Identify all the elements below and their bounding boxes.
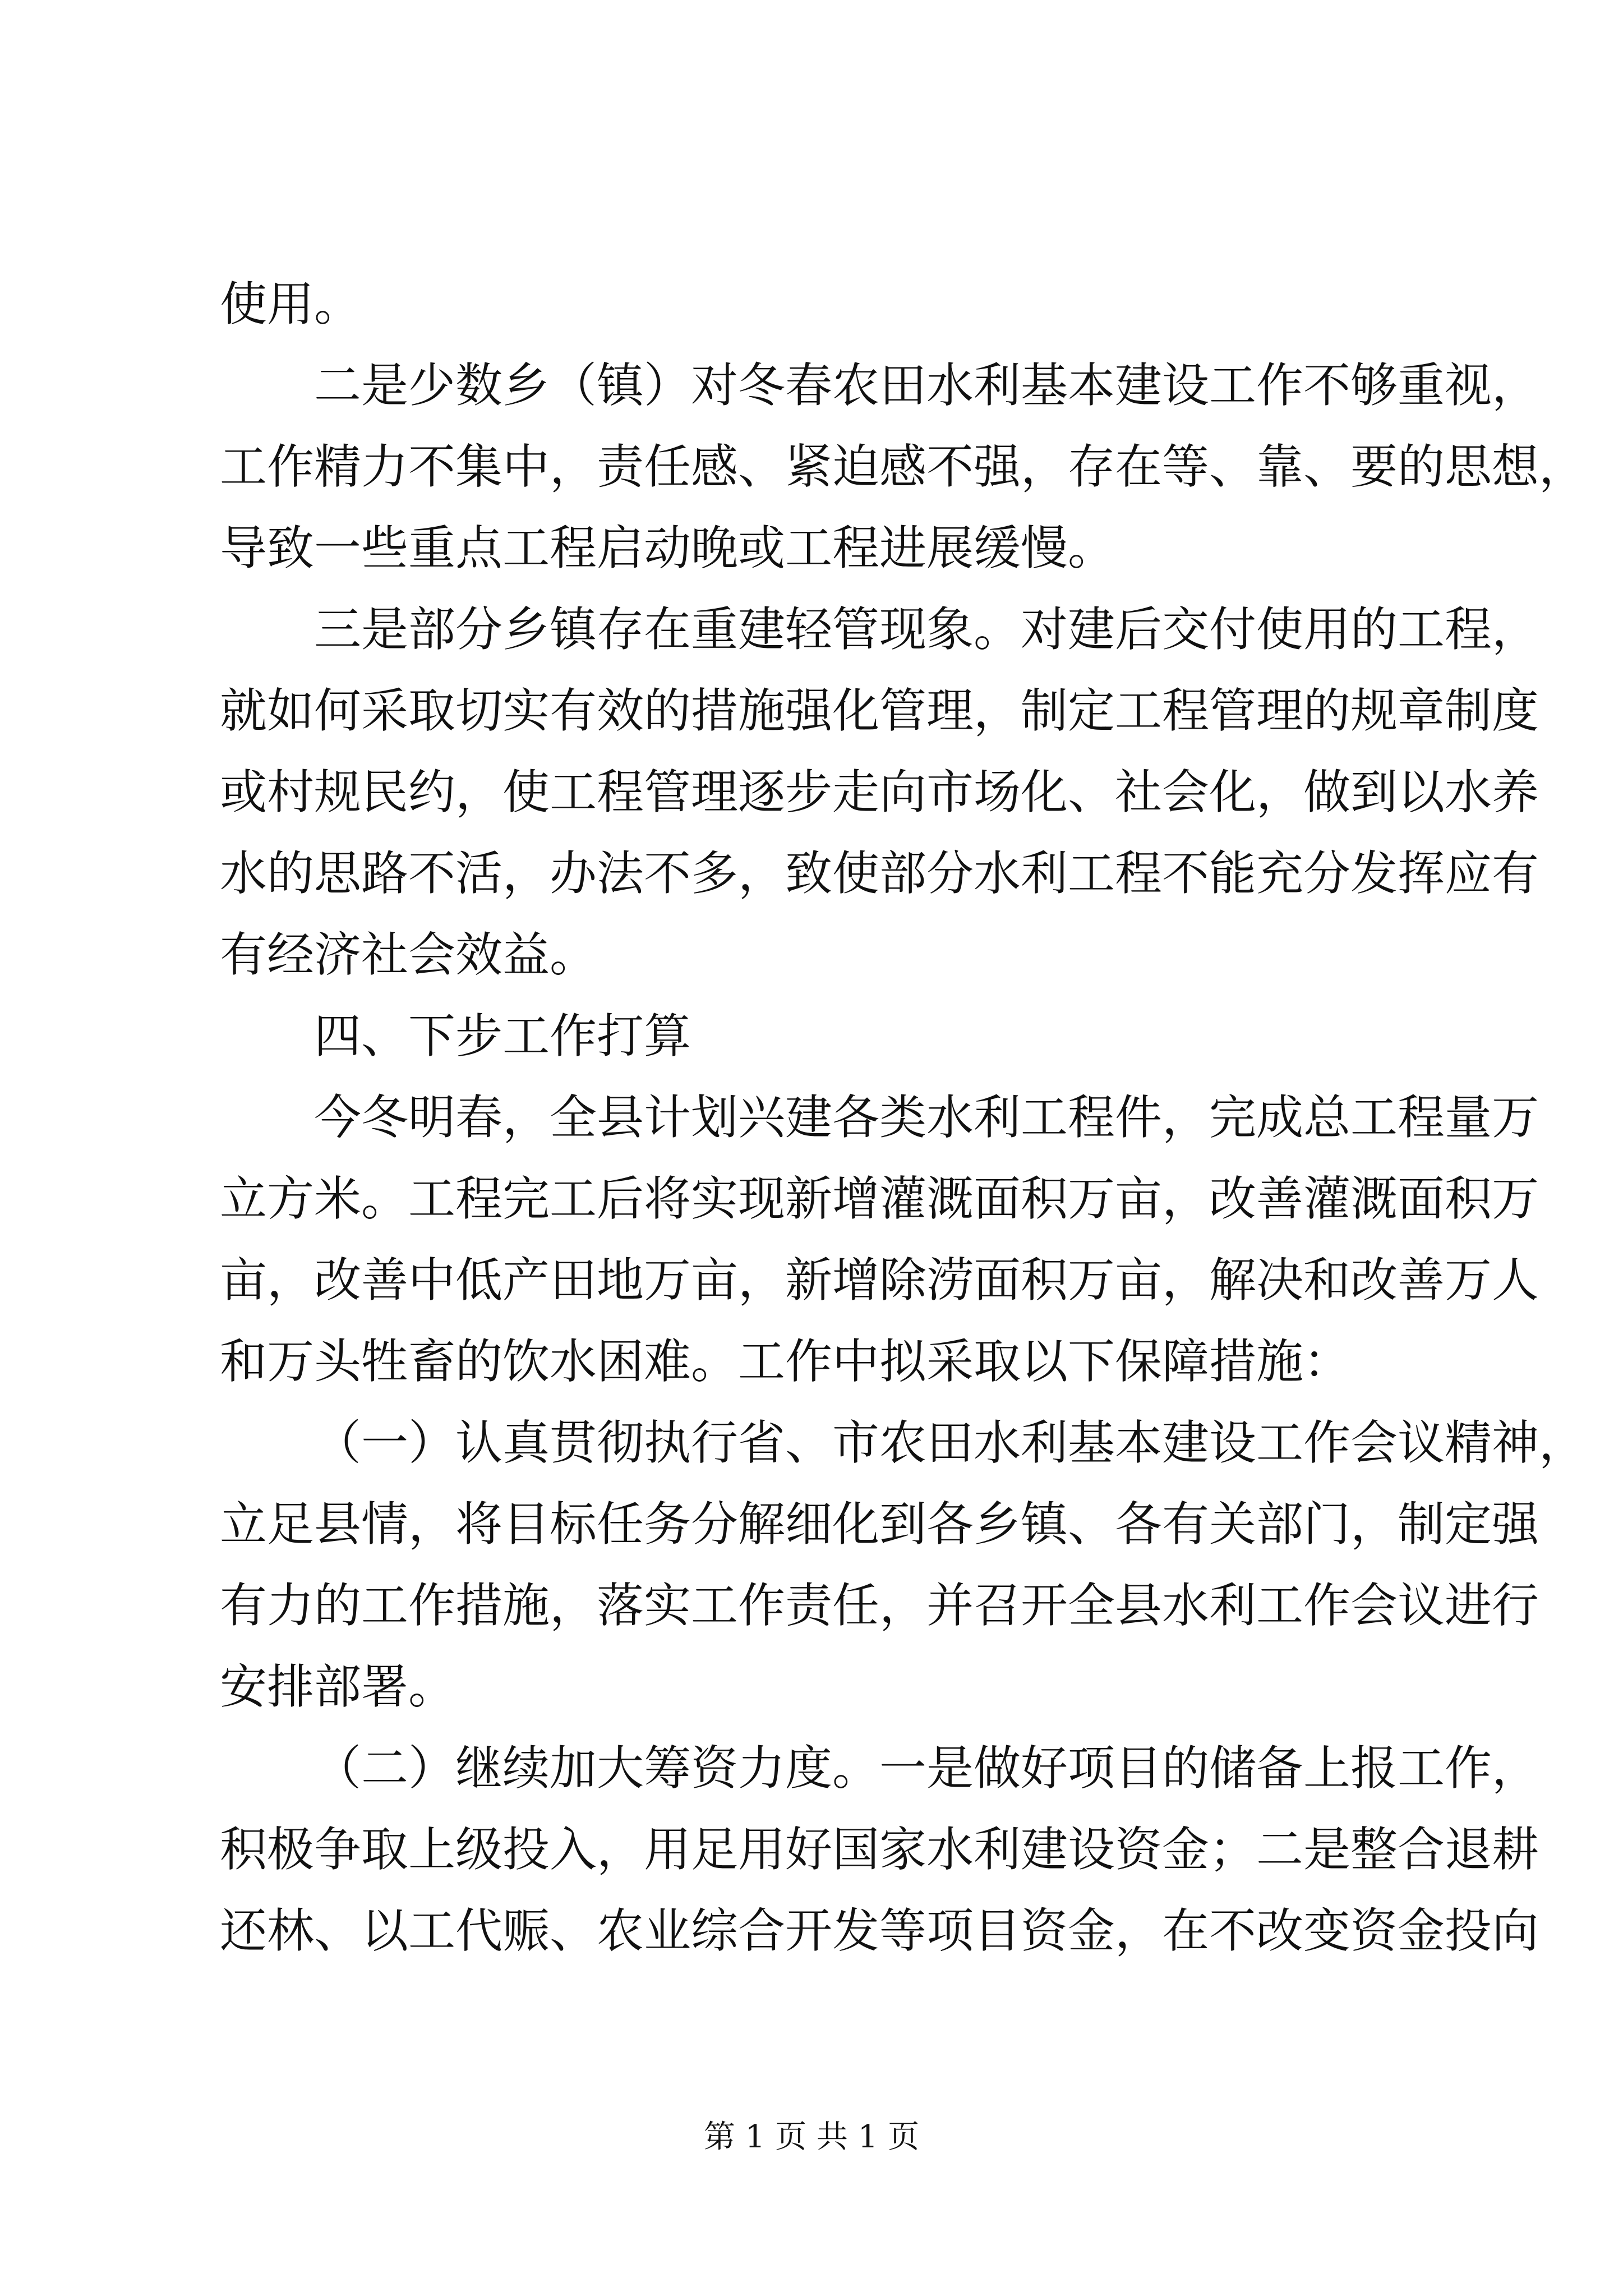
text-line: （二）继续加大筹资力度。一是做好项目的储备上报工作， xyxy=(314,1741,1539,1796)
text-line: 使用。 xyxy=(220,277,362,332)
text-line: 二是少数乡（镇）对冬春农田水利基本建设工作不够重视， xyxy=(314,358,1539,413)
text-line: （一）认真贯彻执行省、市农田水利基本建设工作会议精神， xyxy=(314,1415,1587,1470)
text-line: 工作精力不集中，责任感、紧迫感不强，存在等、靠、要的思想， xyxy=(220,439,1587,494)
text-line: 水的思路不活，办法不多，致使部分水利工程不能充分发挥应有 xyxy=(220,846,1539,901)
text-line: 有经济社会效益。 xyxy=(220,927,597,982)
document-body xyxy=(220,264,1587,1972)
page-number-footer: 第 1 页 共 1 页 xyxy=(703,2119,920,2155)
text-line: 立方米。工程完工后将实现新增灌溉面积万亩，改善灌溉面积万 xyxy=(220,1171,1539,1226)
text-line: 就如何采取切实有效的措施强化管理，制定工程管理的规章制度 xyxy=(220,683,1539,738)
text-line: 立足县情，将目标任务分解细化到各乡镇、各有关部门，制定强 xyxy=(220,1497,1539,1552)
text-line: 还林、以工代赈、农业综合开发等项目资金，在不改变资金投向 xyxy=(220,1903,1539,1958)
text-line: 有力的工作措施，落实工作责任，并召开全县水利工作会议进行 xyxy=(220,1578,1539,1633)
text-line: 三是部分乡镇存在重建轻管现象。对建后交付使用的工程， xyxy=(314,602,1539,657)
section-heading: 四、下步工作打算 xyxy=(314,1009,691,1064)
text-line: 或村规民约，使工程管理逐步走向市场化、社会化，做到以水养 xyxy=(220,765,1539,820)
text-line: 和万头牲畜的饮水困难。工作中拟采取以下保障措施： xyxy=(220,1334,1351,1389)
text-line: 安排部署。 xyxy=(220,1659,456,1714)
text-line: 积极争取上级投入，用足用好国家水利建设资金；二是整合退耕 xyxy=(220,1822,1539,1877)
text-line: 亩，改善中低产田地万亩，新增除涝面积万亩，解决和改善万人 xyxy=(220,1253,1539,1308)
text-line: 导致一些重点工程启动晚或工程进展缓慢。 xyxy=(220,521,1115,576)
text-line: 今冬明春，全县计划兴建各类水利工程件，完成总工程量万 xyxy=(314,1090,1539,1145)
